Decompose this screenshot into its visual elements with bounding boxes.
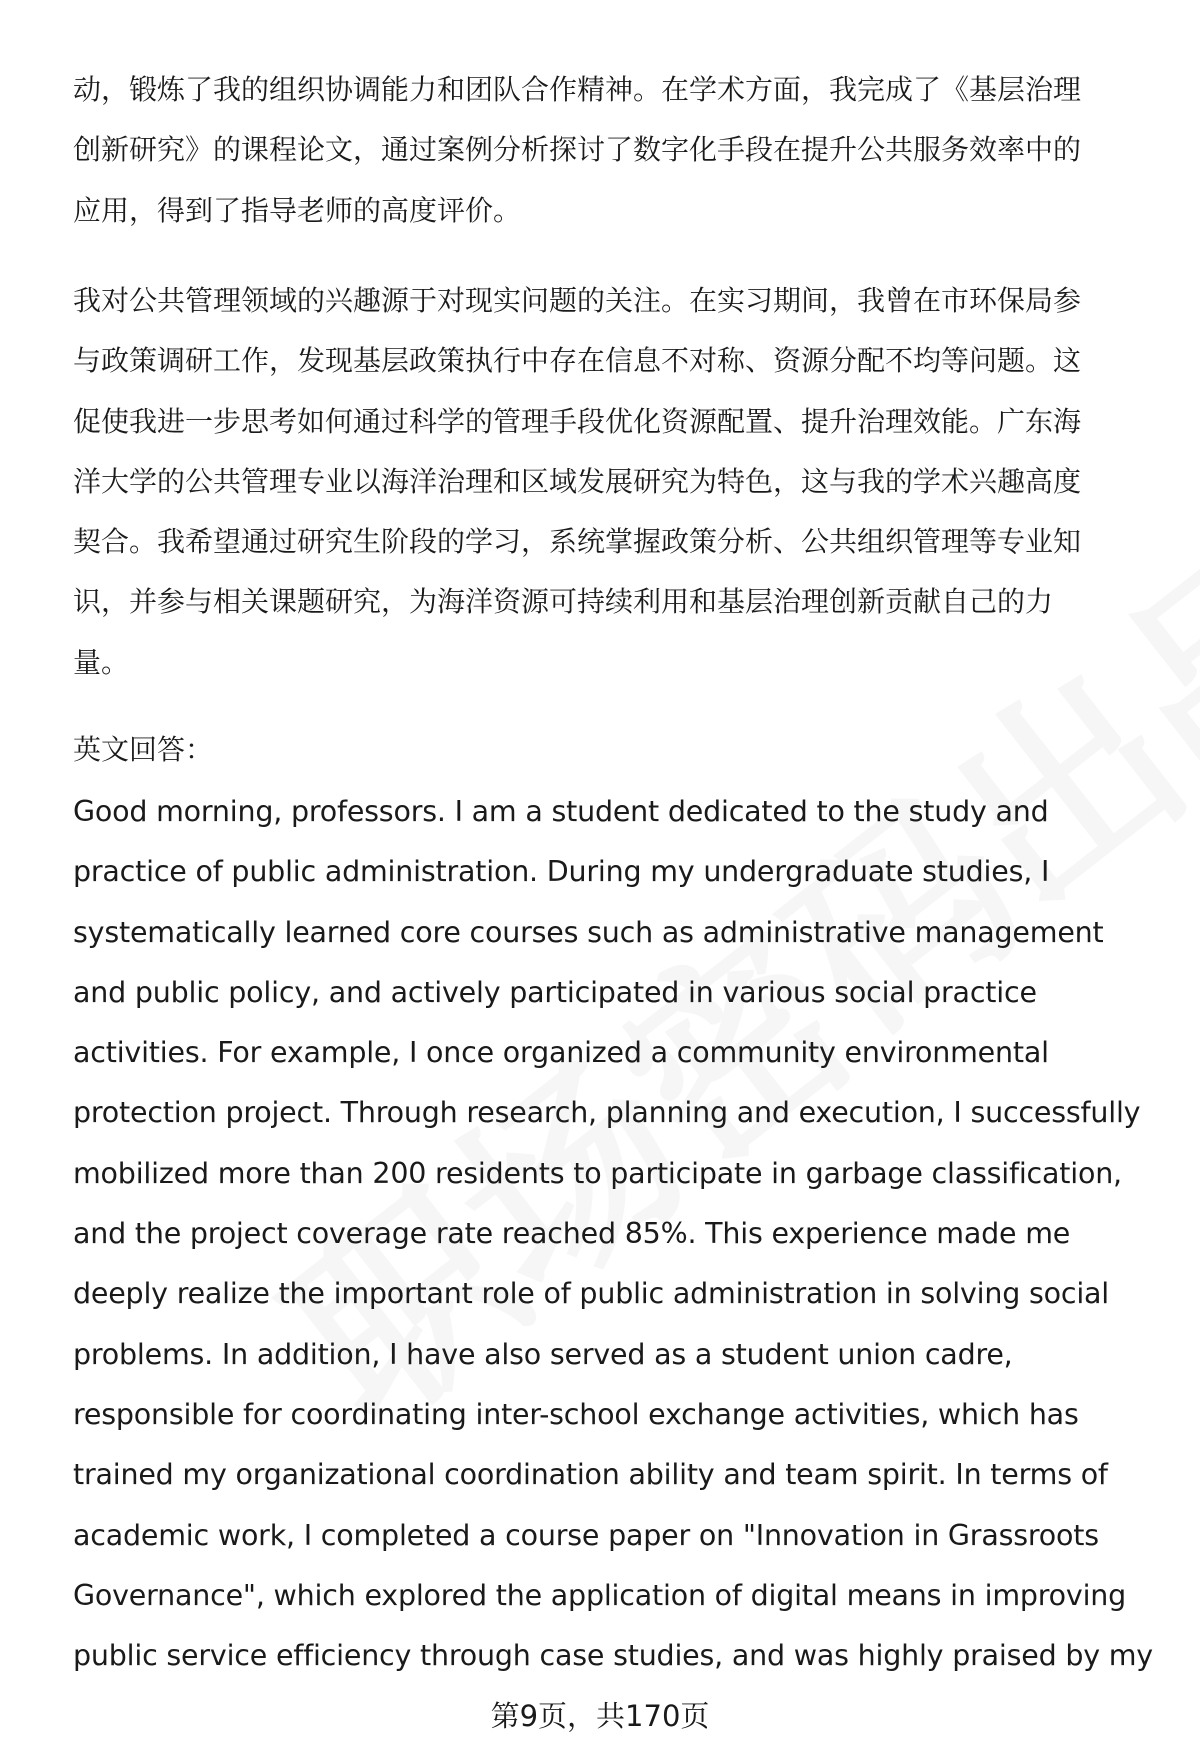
text-line: systematically learned core courses such as administrative management: [73, 915, 1104, 949]
page-footer: 第9页，共170页: [490, 1699, 710, 1733]
text-line: Governance", which explored the application of digital means in improving: [73, 1578, 1127, 1612]
text-line: responsible for coordinating inter-school exchange activities, which has: [73, 1397, 1079, 1431]
text-line: trained my organizational coordination ability and team spirit. In terms of: [73, 1458, 1108, 1492]
paragraph-english: [73, 782, 1163, 1686]
text-line: 创新研究》的课程论文，通过案例分析探讨了数字化手段在提升公共服务效率中的: [73, 133, 1082, 167]
text-line: problems. In addition, I have also served as a student union cadre,: [73, 1337, 1013, 1371]
text-line: 与政策调研工作，发现基层政策执行中存在信息不对称、资源分配不均等问题。这: [73, 344, 1082, 378]
paragraph-chinese-1: [73, 60, 1163, 241]
text-line: 洋大学的公共管理专业以海洋治理和区域发展研究为特色，这与我的学术兴趣高度: [73, 464, 1082, 498]
text-line: 促使我进一步思考如何通过科学的管理手段优化资源配置、提升治理效能。广东海: [73, 404, 1082, 438]
text-line: mobilized more than 200 residents to participate in garbage classification,: [73, 1156, 1122, 1190]
text-line: Good morning, professors. I am a student dedicated to the study and: [73, 795, 1049, 828]
text-line: and public policy, and actively participated in various social practice: [73, 975, 1037, 1009]
heading-text: 英文回答：: [73, 733, 214, 766]
paragraph-chinese-2: [73, 271, 1163, 693]
text-line: 契合。我希望通过研究生阶段的学习，系统掌握政策分析、公共组织管理等专业知: [73, 525, 1082, 559]
text-line: protection project. Through research, planning and execution, I successfully: [73, 1096, 1141, 1130]
text-line: 识，并参与相关课题研究，为海洋资源可持续利用和基层治理创新贡献自己的力: [73, 585, 1054, 619]
text-line: and the project coverage rate reached 85%. This experience made me: [73, 1217, 1071, 1251]
text-line: 动，锻炼了我的组织协调能力和团队合作精神。在学术方面，我完成了《基层治理: [73, 73, 1082, 106]
text-line: activities. For example, I once organized a community environmental: [73, 1036, 1049, 1070]
text-line: 量。: [73, 645, 130, 679]
text-line: 应用，得到了指导老师的高度评价。: [73, 193, 522, 227]
text-line: deeply realize the important role of public administration in solving social: [73, 1277, 1110, 1311]
english-heading: [73, 720, 1163, 780]
text-line: practice of public administration. During my undergraduate studies, I: [73, 855, 1050, 889]
text-line: 我对公共管理领域的兴趣源于对现实问题的关注。在实习期间，我曾在市环保局参: [73, 284, 1082, 317]
text-line: public service efficiency through case studies, and was highly praised by my: [73, 1639, 1153, 1673]
text-line: academic work, I completed a course paper on "Innovation in Grassroots: [73, 1518, 1099, 1552]
